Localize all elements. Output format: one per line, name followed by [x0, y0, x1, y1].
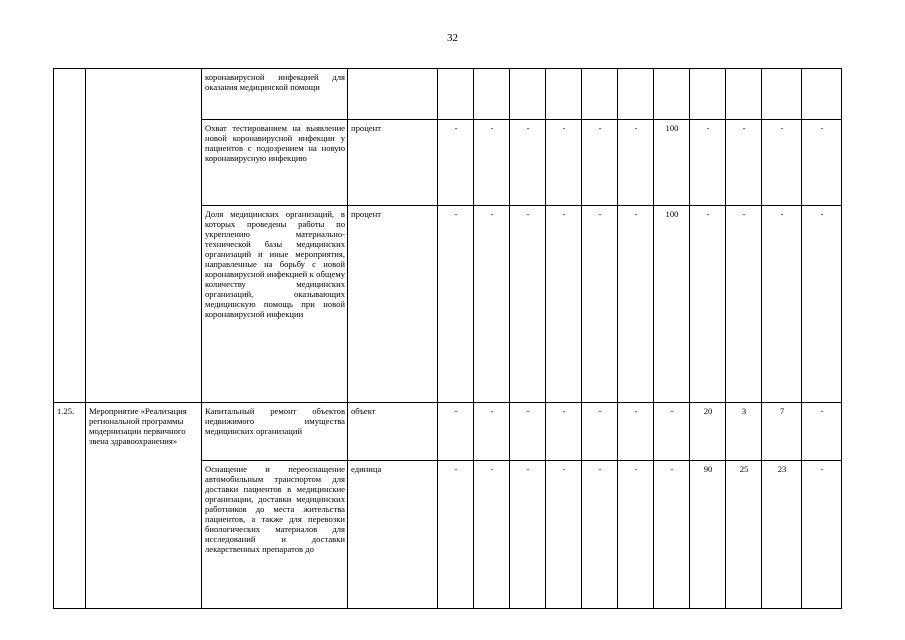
- value-cell: -: [802, 461, 842, 609]
- measure-cell: Мероприятие «Реализация региональной программы модернизации первичного звена здравоохранения»: [86, 403, 202, 609]
- value-cell: -: [510, 461, 546, 609]
- value-cell: -: [618, 206, 654, 403]
- value-cell: -: [438, 120, 474, 206]
- row-id-cell: [54, 69, 86, 403]
- value-cell: -: [546, 120, 582, 206]
- value-cell: -: [438, 461, 474, 609]
- value-cell: -: [618, 403, 654, 461]
- value-cell: 23: [762, 461, 802, 609]
- value-cell: [510, 69, 546, 120]
- value-cell: -: [654, 403, 690, 461]
- value-cell: [582, 69, 618, 120]
- value-cell: -: [618, 120, 654, 206]
- unit-cell: объект: [348, 403, 438, 461]
- value-cell: -: [582, 461, 618, 609]
- value-cell: -: [474, 206, 510, 403]
- value-cell: -: [690, 206, 726, 403]
- indicator-cell: Оснащение и переоснащение автомобильным транспортом для доставки пациентов в медицинские организации, доставки медицинских работников до места жительства пациентов, а также для перевозки биологических материалов для исследований и доставки лекарственных препаратов до: [202, 461, 348, 609]
- value-cell: -: [582, 403, 618, 461]
- value-cell: 20: [690, 403, 726, 461]
- value-cell: [438, 69, 474, 120]
- value-cell: -: [802, 120, 842, 206]
- value-cell: -: [510, 206, 546, 403]
- value-cell: 90: [690, 461, 726, 609]
- value-cell: -: [726, 120, 762, 206]
- unit-cell: единица: [348, 461, 438, 609]
- value-cell: 7: [762, 403, 802, 461]
- value-cell: [474, 69, 510, 120]
- page-number: 32: [447, 32, 458, 44]
- indicators-table: [53, 68, 842, 609]
- value-cell: -: [510, 403, 546, 461]
- measure-cell: [86, 69, 202, 403]
- value-cell: [802, 69, 842, 120]
- value-cell: -: [438, 403, 474, 461]
- value-cell: -: [474, 461, 510, 609]
- value-cell: 100: [654, 206, 690, 403]
- value-cell: [618, 69, 654, 120]
- value-cell: -: [802, 403, 842, 461]
- value-cell: [690, 69, 726, 120]
- value-cell: -: [474, 403, 510, 461]
- value-cell: -: [762, 120, 802, 206]
- value-cell: -: [762, 206, 802, 403]
- value-cell: [654, 69, 690, 120]
- table-row: [54, 403, 842, 461]
- value-cell: [762, 69, 802, 120]
- value-cell: 3: [726, 403, 762, 461]
- indicator-cell: Охват тестированием на выявление новой коронавирусной инфекции у пациентов с подозрением на новую коронавирусную инфекцию: [202, 120, 348, 206]
- indicator-cell: Доля медицинских организаций, в которых проведены работы по укреплению материально-технической базы медицинских организаций и иные мероприятия, направленные на борьбу с новой коронавирусной инфекцией к общему количеству медицинских организаций, оказывающих медицинскую помощь при новой коронавирусной инфекции: [202, 206, 348, 403]
- value-cell: 100: [654, 120, 690, 206]
- value-cell: -: [546, 206, 582, 403]
- value-cell: -: [510, 120, 546, 206]
- table-row: [54, 69, 842, 120]
- value-cell: -: [582, 206, 618, 403]
- value-cell: 25: [726, 461, 762, 609]
- value-cell: -: [654, 461, 690, 609]
- value-cell: -: [474, 120, 510, 206]
- value-cell: -: [546, 403, 582, 461]
- indicator-cell: Капитальный ремонт объектов недвижимого имущества медицинских организаций: [202, 403, 348, 461]
- unit-cell: [348, 69, 438, 120]
- value-cell: [726, 69, 762, 120]
- unit-cell: процент: [348, 120, 438, 206]
- value-cell: -: [726, 206, 762, 403]
- unit-cell: процент: [348, 206, 438, 403]
- value-cell: [546, 69, 582, 120]
- value-cell: -: [546, 461, 582, 609]
- indicator-cell: коронавирусной инфекцией для оказания медицинской помощи: [202, 69, 348, 120]
- value-cell: -: [802, 206, 842, 403]
- value-cell: -: [438, 206, 474, 403]
- value-cell: -: [582, 120, 618, 206]
- row-id-cell: 1.25.: [54, 403, 86, 609]
- value-cell: -: [690, 120, 726, 206]
- value-cell: -: [618, 461, 654, 609]
